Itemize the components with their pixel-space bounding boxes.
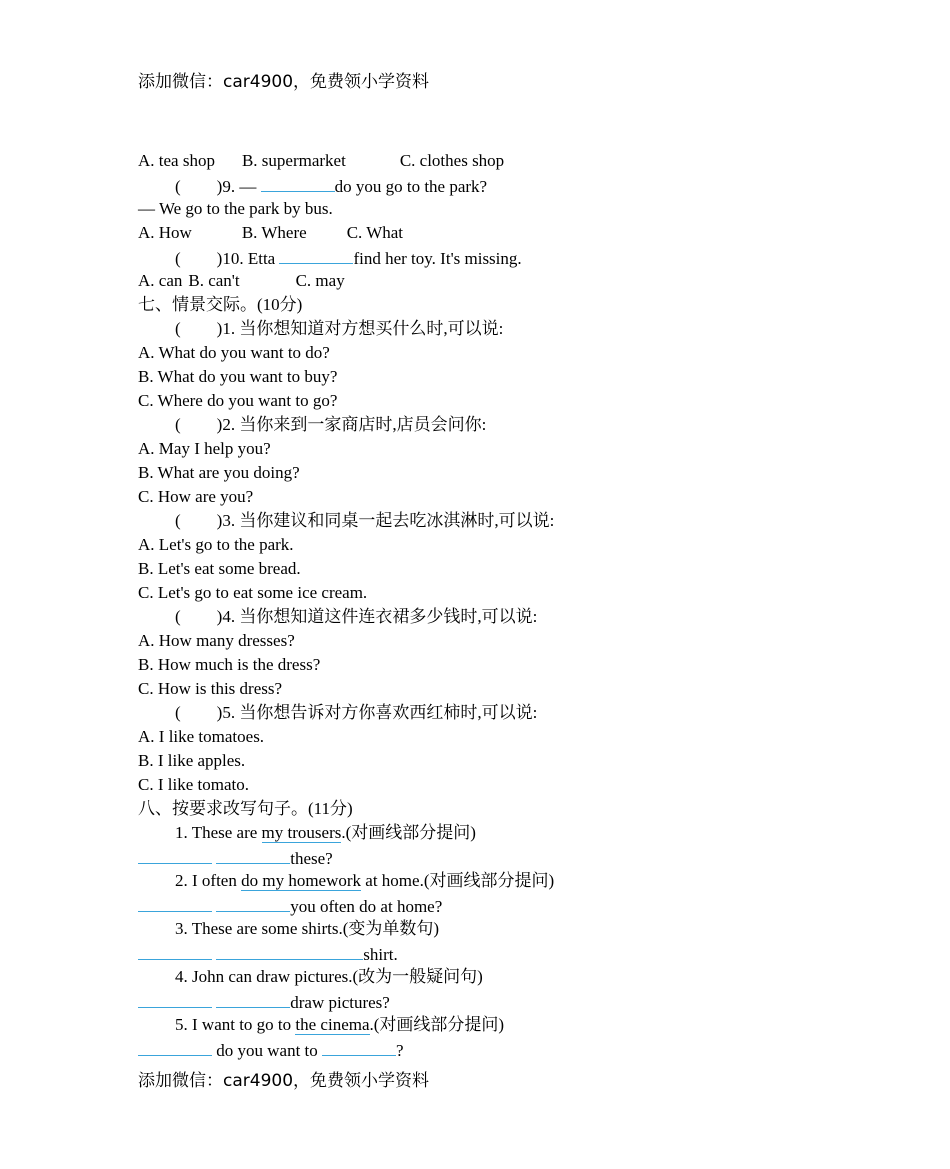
s8-q3-blank-2[interactable] — [216, 941, 363, 960]
s8-q1-stem: 1. These are my trousers.(对画线部分提问) — [175, 823, 476, 842]
q8-option-a: A. tea shop — [138, 151, 215, 170]
s7-q1-option-b: B. What do you want to buy? — [138, 367, 338, 386]
q10-option-b: B. can't — [188, 271, 240, 290]
s8-q2-answer: you often do at home? — [138, 893, 858, 917]
s7-q5-option-a: A. I like tomatoes. — [138, 727, 265, 746]
q9-answer: — We go to the park by bus. — [138, 199, 333, 218]
q10-stem — [138, 245, 858, 269]
s7-q3-option-c: C. Let's go to eat some ice cream. — [138, 583, 368, 602]
s8-q5-underlined: the cinema — [295, 1015, 370, 1034]
s8-q3-blank-1[interactable] — [138, 941, 212, 960]
s7-q5-stem: ( )5. 当你想告诉对方你喜欢西红柿时,可以说: — [175, 703, 538, 722]
s8-q2-underlined: do my homework — [241, 871, 362, 890]
q8-options — [138, 149, 858, 173]
s8-q4-stem: 4. John can draw pictures.(改为一般疑问句) — [175, 967, 483, 986]
s8-q1-blank-1[interactable] — [138, 845, 212, 864]
q9-stem — [138, 173, 858, 197]
s7-q1-stem: ( )1. 当你想知道对方想买什么时,可以说: — [175, 319, 504, 338]
section7-title: 七、情景交际。(10分) — [138, 295, 303, 314]
s7-q2-option-b: B. What are you doing? — [138, 463, 300, 482]
q8-option-c: C. clothes shop — [399, 151, 505, 170]
q10-paren-open: ( — [175, 249, 181, 268]
worksheet-content — [138, 149, 858, 1061]
s8-q3-answer: shirt. — [138, 941, 858, 965]
s8-q1-answer: these? — [138, 845, 858, 869]
q10-number: )10. Etta — [216, 249, 276, 268]
s8-q5-blank-2[interactable] — [322, 1037, 396, 1056]
q9-options — [138, 221, 858, 245]
q10-option-a: A. can — [138, 271, 183, 290]
q9-option-c: C. What — [346, 223, 404, 242]
q9-option-b: B. Where — [241, 223, 307, 242]
s8-q4-blank-1[interactable] — [138, 989, 212, 1008]
q9-option-a: A. How — [138, 223, 192, 242]
s8-q2-blank-1[interactable] — [138, 893, 212, 912]
q10-text: find her toy. It's missing. — [353, 249, 522, 268]
q10-option-c: C. may — [295, 271, 345, 290]
s8-q4-blank-2[interactable] — [216, 989, 290, 1008]
s7-q2-option-c: C. How are you? — [138, 487, 254, 506]
q10-options — [138, 269, 858, 293]
q9-blank[interactable] — [261, 173, 335, 192]
s8-q2-blank-2[interactable] — [216, 893, 290, 912]
s7-q4-stem: ( )4. 当你想知道这件连衣裙多少钱时,可以说: — [175, 607, 538, 626]
s8-q5-answer: do you want to ? — [138, 1037, 858, 1061]
s8-q2-stem: 2. I often do my homework at home.(对画线部分提问) — [175, 871, 555, 890]
s8-q1-blank-2[interactable] — [216, 845, 290, 864]
s7-q3-option-a: A. Let's go to the park. — [138, 535, 294, 554]
q10-blank[interactable] — [279, 245, 353, 264]
s8-q4-answer: draw pictures? — [138, 989, 858, 1013]
q9-paren-open: ( — [175, 177, 181, 196]
s8-q5-stem: 5. I want to go to the cinema.(对画线部分提问) — [175, 1015, 505, 1034]
q9-text: do you go to the park? — [334, 177, 488, 196]
s8-q1-underlined: my trousers — [261, 823, 342, 842]
s7-q1-option-c: C. Where do you want to go? — [138, 391, 338, 410]
s7-q3-stem: ( )3. 当你建议和同桌一起去吃冰淇淋时,可以说: — [175, 511, 555, 530]
q9-number: )9. — — [216, 177, 257, 196]
s8-q3-stem: 3. These are some shirts.(变为单数句) — [175, 919, 440, 938]
s7-q2-option-a: A. May I help you? — [138, 439, 271, 458]
s7-q4-option-a: A. How many dresses? — [138, 631, 295, 650]
watermark-header: 添加微信：car4900，免费领小学资料 — [138, 72, 430, 92]
section8-title: 八、按要求改写句子。(11分) — [138, 799, 353, 818]
q8-option-b: B. supermarket — [241, 151, 346, 170]
s7-q5-option-b: B. I like apples. — [138, 751, 246, 770]
s7-q2-stem: ( )2. 当你来到一家商店时,店员会问你: — [175, 415, 487, 434]
s8-q5-blank-1[interactable] — [138, 1037, 212, 1056]
s7-q1-option-a: A. What do you want to do? — [138, 343, 330, 362]
s7-q4-option-c: C. How is this dress? — [138, 679, 283, 698]
watermark-footer: 添加微信：car4900，免费领小学资料 — [138, 1071, 430, 1091]
s7-q5-option-c: C. I like tomato. — [138, 775, 249, 794]
s7-q3-option-b: B. Let's eat some bread. — [138, 559, 301, 578]
s7-q4-option-b: B. How much is the dress? — [138, 655, 321, 674]
